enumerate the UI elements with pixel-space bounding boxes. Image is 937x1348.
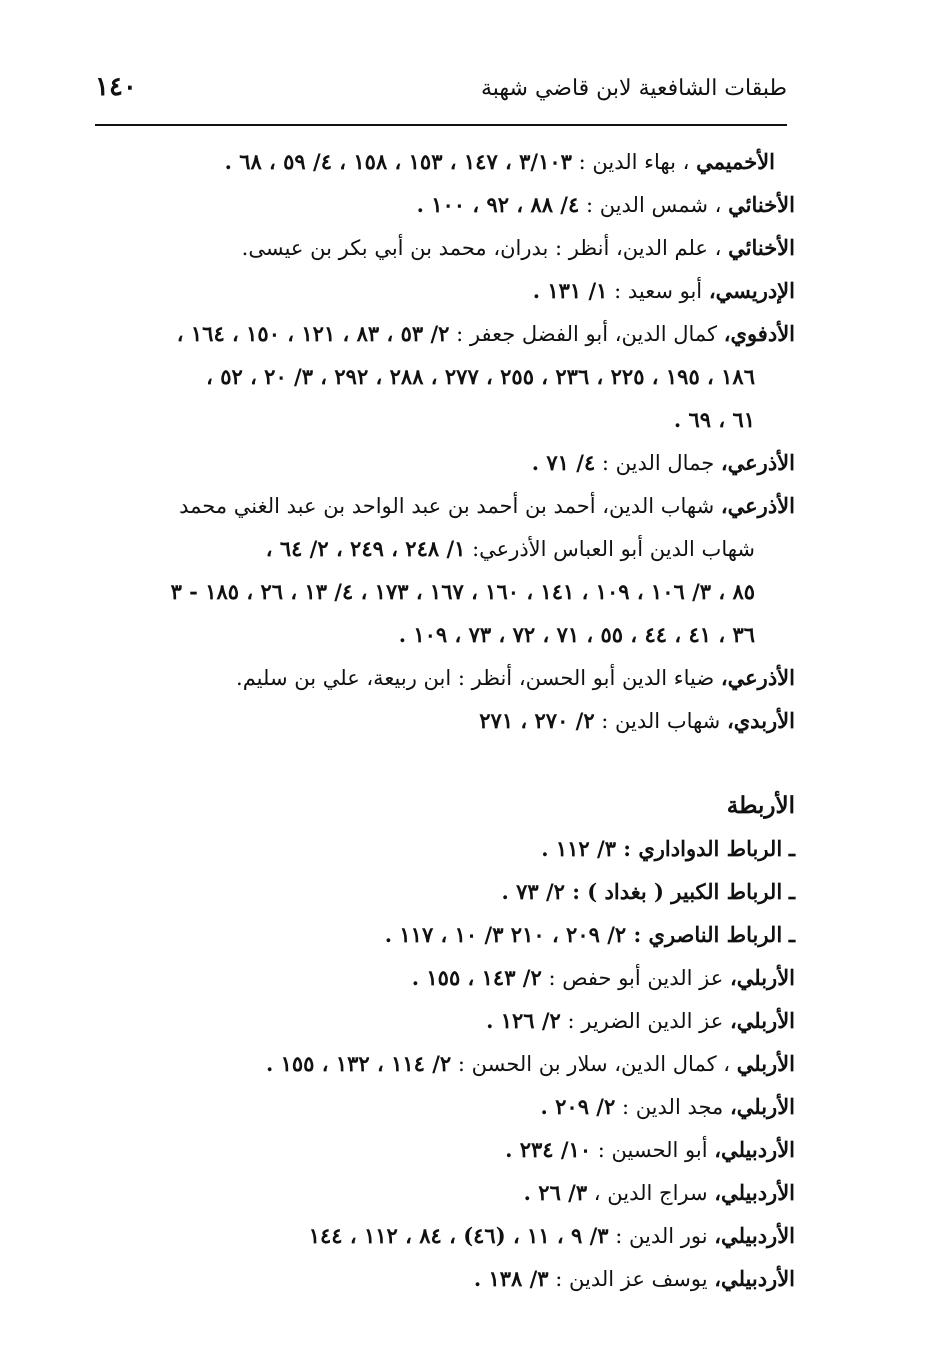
index-entry bbox=[95, 484, 795, 527]
running-title: طبقات الشافعية لابن قاضي شهبة bbox=[480, 76, 787, 101]
index-entry bbox=[95, 1128, 795, 1171]
section-gap bbox=[95, 742, 795, 784]
entry-text bbox=[717, 322, 724, 346]
entry-text: ، bbox=[716, 1052, 737, 1076]
entry-text: ، bbox=[707, 236, 729, 260]
entry-text: مجد الدين : bbox=[615, 1095, 724, 1119]
index-entry-continuation bbox=[95, 613, 795, 656]
reference-list: ٣/ ٢٦ . bbox=[523, 1180, 588, 1205]
entry-name: الأربلي bbox=[736, 1051, 795, 1076]
entry-name: الرباط الدواداري : bbox=[615, 836, 783, 861]
index-entry-continuation bbox=[95, 527, 795, 570]
entry-name: الأربدي، bbox=[726, 708, 795, 733]
page-number: ١٤٠ bbox=[95, 72, 137, 102]
entry-text bbox=[714, 666, 721, 690]
index-entry bbox=[95, 1042, 795, 1085]
entry-text bbox=[714, 451, 721, 475]
reference-list: ٢/ ٧٣ . bbox=[501, 879, 565, 904]
reference-list: ١/ ١٣١ . bbox=[532, 278, 608, 303]
reference-list: ٨٥ ، ٣/ ١٠٦ ، ١٠٩ ، ١٤١ ، ١٦٠ ، ١٦٧ ، ١٧٣ ، ٤/ ١٣ ، ٢٦ ، ١٨٥ - ٣ bbox=[170, 579, 755, 604]
entry-name: الإدريسي، bbox=[708, 278, 795, 303]
sub-entry bbox=[95, 827, 795, 870]
entry-name: الأذرعي، bbox=[720, 450, 795, 475]
reference-list: ٢/ ١٤٣ ، ١٥٥ . bbox=[411, 965, 542, 990]
entry-text: سراج الدين ، bbox=[587, 1181, 708, 1205]
entry-text: جمال الدين : bbox=[595, 451, 715, 475]
page-header bbox=[95, 60, 787, 126]
entry-text: ضياء الدين أبو الحسن، أنظر : ابن ربيعة، علي بن سليم. bbox=[236, 666, 715, 690]
entry-text: عز الدين أبو حفص : bbox=[541, 966, 724, 990]
reference-list: ٤/ ٧١ . bbox=[531, 450, 596, 475]
entry-text bbox=[723, 1009, 730, 1033]
reference-list: ١/ ٢٤٨ ، ٢٤٩ ، ٢/ ٦٤ ، bbox=[265, 536, 466, 561]
entry-text: علم الدين، أنظر : بدران، محمد بن أبي بكر بن عيسى. bbox=[241, 236, 708, 260]
reference-list: ٣/ ١١٢ . bbox=[541, 836, 616, 861]
entry-text bbox=[702, 279, 709, 303]
reference-list: ٢/ ٥٣ ، ٨٣ ، ١٢١ ، ١٥٠ ، ١٦٤ ، bbox=[176, 321, 450, 346]
entry-text: شهاب الدين أبو العباس الأذرعي: bbox=[465, 537, 755, 561]
entry-text: كمال الدين، أبو الفضل جعفر : bbox=[449, 322, 718, 346]
entry-text: ـ bbox=[788, 879, 795, 904]
index-entry bbox=[95, 226, 795, 269]
entry-name: الأردبيلي، bbox=[714, 1223, 795, 1248]
entry-name: الأربلي، bbox=[729, 1008, 795, 1033]
index-entry-continuation bbox=[95, 398, 795, 441]
entry-text: عز الدين الضرير : bbox=[560, 1009, 724, 1033]
index-entry bbox=[95, 140, 795, 183]
entry-text bbox=[723, 966, 730, 990]
reference-list: ٣/١٠٣ ، ١٤٧ ، ١٥٣ ، ١٥٨ ، ٤/ ٥٩ ، ٦٨ . bbox=[224, 149, 572, 174]
index-entry bbox=[95, 999, 795, 1042]
entry-name: الأردبيلي، bbox=[714, 1180, 795, 1205]
reference-list: ٦١ ، ٦٩ . bbox=[673, 407, 755, 432]
index-entry bbox=[95, 1257, 795, 1300]
index-entry-continuation bbox=[95, 355, 795, 398]
entry-name: الأخنائي bbox=[728, 235, 795, 260]
entry-text: يوسف عز الدين : bbox=[548, 1267, 708, 1291]
index-entry bbox=[95, 656, 795, 699]
entry-text bbox=[720, 709, 727, 733]
sub-entry bbox=[95, 913, 795, 956]
reference-list: ٢/ ٢٠٩ ، ٢١٠ ٣/ ١٠ ، ١١٧ . bbox=[384, 922, 627, 947]
section-heading: الأربطة bbox=[726, 792, 795, 819]
index-entry bbox=[95, 183, 795, 226]
entry-name: الأخنائي bbox=[728, 192, 795, 217]
index-body bbox=[95, 140, 795, 1300]
reference-list: ١٠/ ٢٣٤ . bbox=[505, 1137, 592, 1162]
entry-name: الأدفوي، bbox=[723, 321, 795, 346]
entry-text: كمال الدين، سلار بن الحسن : bbox=[451, 1052, 717, 1076]
reference-list: ٢/ ٢٧٠ ، ٢٧١ bbox=[479, 708, 595, 733]
entry-text: ، bbox=[675, 150, 697, 174]
entry-text bbox=[714, 494, 721, 518]
index-entry bbox=[95, 269, 795, 312]
reference-list: ٢/ ٢٠٩ . bbox=[540, 1094, 616, 1119]
entry-name: الأخميمي bbox=[696, 149, 775, 174]
entry-name: الأربلي، bbox=[729, 965, 795, 990]
entry-text: نور الدين : bbox=[608, 1224, 708, 1248]
entry-text: ـ bbox=[788, 836, 795, 861]
index-entry bbox=[95, 1171, 795, 1214]
reference-list: ٤/ ٨٨ ، ٩٢ ، ١٠٠ . bbox=[416, 192, 580, 217]
reference-list: ٢/ ١٢٦ . bbox=[486, 1008, 561, 1033]
reference-list: ١٨٦ ، ١٩٥ ، ٢٢٥ ، ٢٣٦ ، ٢٥٥ ، ٢٧٧ ، ٢٨٨ ، ٢٩٢ ، ٣/ ٢٠ ، ٥٢ ، bbox=[206, 364, 755, 389]
entry-text: شمس الدين : bbox=[579, 193, 708, 217]
entry-name: الأردبيلي، bbox=[714, 1137, 795, 1162]
entry-text: أبو سعيد : bbox=[607, 279, 703, 303]
entry-text: بهاء الدين : bbox=[571, 150, 676, 174]
entry-name: الأربلي، bbox=[729, 1094, 795, 1119]
index-entry bbox=[95, 699, 795, 742]
index-entry bbox=[95, 312, 795, 355]
entry-text: ، bbox=[707, 193, 729, 217]
reference-list: ٣٦ ، ٤١ ، ٤٤ ، ٥٥ ، ٧١ ، ٧٢ ، ٧٣ ، ١٠٩ . bbox=[398, 622, 755, 647]
index-entry bbox=[95, 1085, 795, 1128]
entry-text: شهاب الدين، أحمد بن أحمد بن عبد الواحد بن عبد الغني محمد bbox=[179, 494, 715, 518]
entry-name: الرباط الكبير ( بغداد ) : bbox=[564, 879, 783, 904]
reference-list: ٢/ ١١٤ ، ١٣٢ ، ١٥٥ . bbox=[265, 1051, 452, 1076]
entry-name: الأذرعي، bbox=[720, 493, 795, 518]
index-entry bbox=[95, 441, 795, 484]
entry-name: الرباط الناصري : bbox=[626, 922, 783, 947]
entry-text: ـ bbox=[788, 922, 795, 947]
entry-name: الأردبيلي، bbox=[714, 1266, 795, 1291]
index-entry bbox=[95, 956, 795, 999]
entry-text bbox=[723, 1095, 730, 1119]
entry-name: الأذرعي، bbox=[720, 665, 795, 690]
entry-text: شهاب الدين : bbox=[594, 709, 721, 733]
sub-entry bbox=[95, 870, 795, 913]
index-entry-continuation bbox=[95, 570, 795, 613]
index-entry bbox=[95, 1214, 795, 1257]
entry-text: أبو الحسين : bbox=[591, 1138, 708, 1162]
reference-list: ٣/ ٩ ، ١١ ، (٤٦) ، ٨٤ ، ١١٢ ، ١٤٤ bbox=[308, 1223, 609, 1248]
reference-list: ٣/ ١٣٨ . bbox=[473, 1266, 549, 1291]
